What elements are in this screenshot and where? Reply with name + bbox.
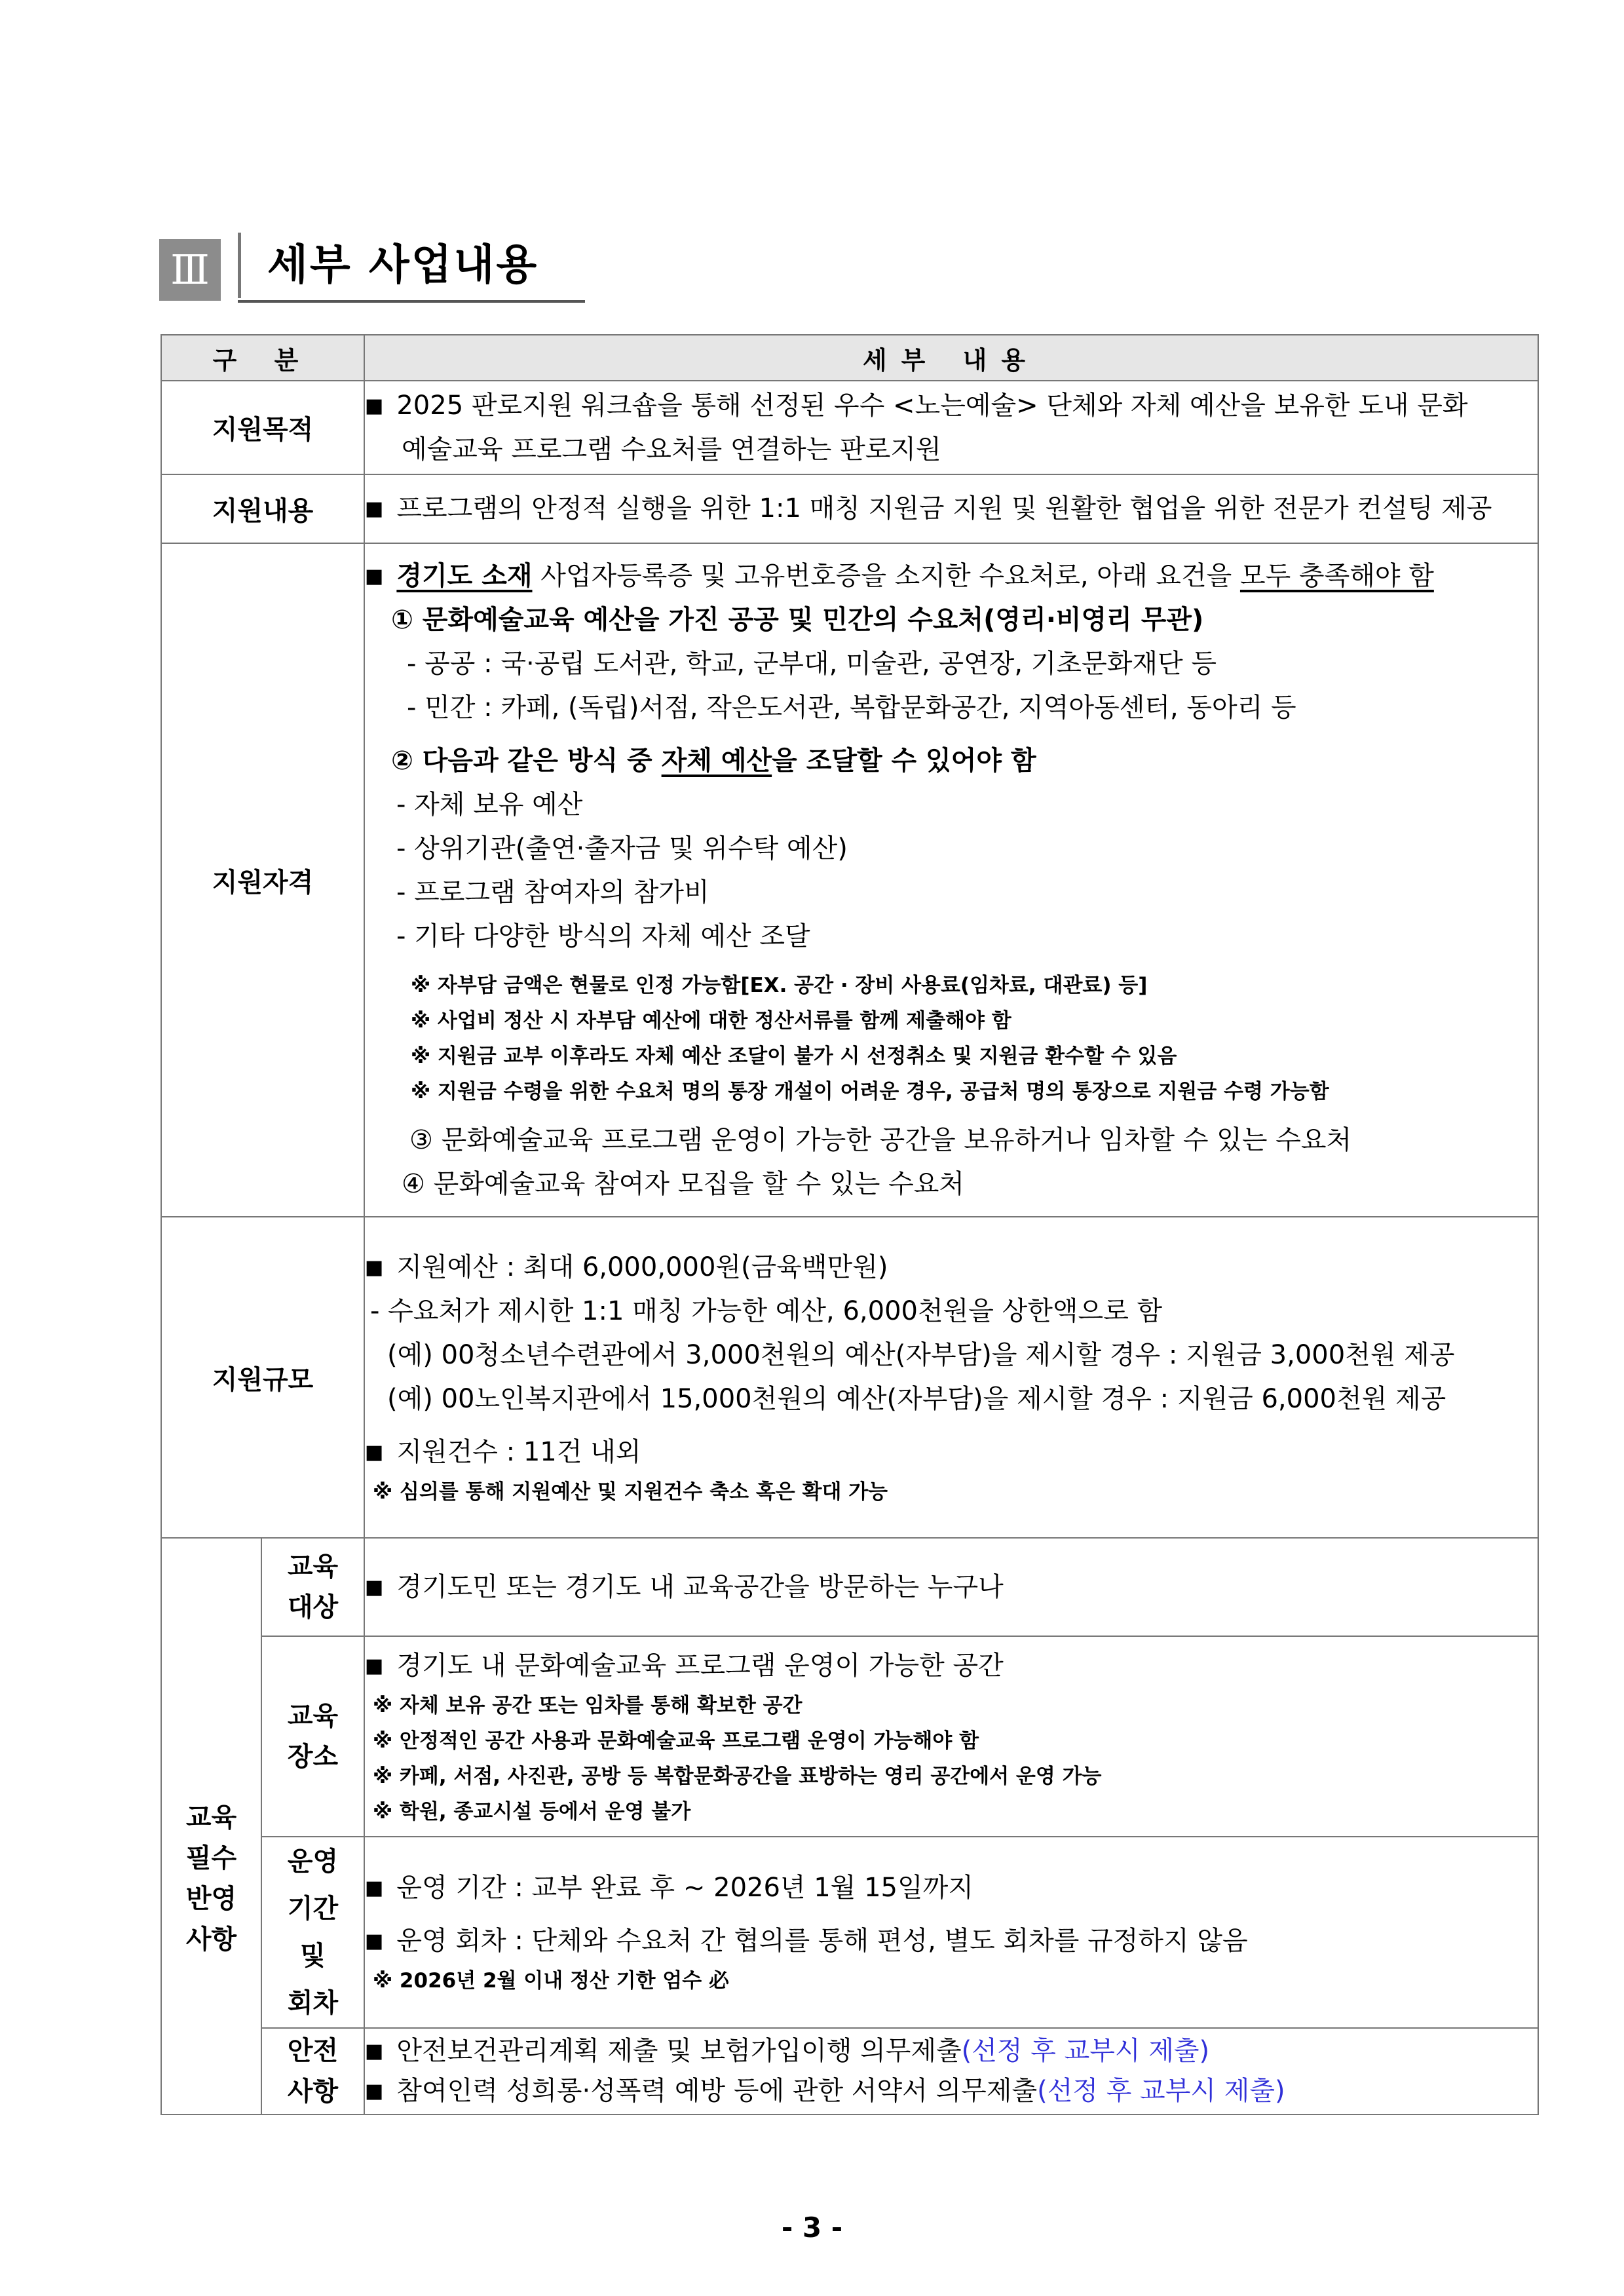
eligibility-lead-underlined: 모두 충족해야 함 xyxy=(1239,560,1434,591)
section-heading xyxy=(159,233,585,303)
safety-item-2: 참여인력 성희롱·성폭력 예방 등에 관한 서약서 의무제출 xyxy=(396,2076,1038,2106)
details-table xyxy=(161,334,1539,2115)
edu-safety-cell xyxy=(364,2028,1538,2114)
list-item: - 상위기관(출연·출자금 및 위수탁 예산) xyxy=(396,833,848,864)
edu-target-cell xyxy=(364,1538,1538,1636)
scale-budget-sub: - 수요처가 제시한 1:1 매칭 가능한 예산, 6,000천원을 상한액으로 함 xyxy=(370,1295,1163,1326)
safety-item-1-note: (선정 후 교부시 제출) xyxy=(961,2036,1210,2066)
square-bullet-icon: ■ xyxy=(365,1877,384,1900)
list-item: - 기타 다양한 방식의 자체 예산 조달 xyxy=(396,921,810,951)
criterion-1-public: - 공공 : 국·공립 도서관, 학교, 군부대, 미술관, 공연장, 기초문화재단 등 xyxy=(407,648,1217,679)
scale-cell xyxy=(364,1217,1538,1538)
criterion-1-private: - 민간 : 카페, (독립)서점, 작은도서관, 복합문화공간, 지역아동센터, 동아리 등 xyxy=(407,692,1296,723)
purpose-line-2: 예술교육 프로그램 수요처를 연결하는 판로지원 xyxy=(402,434,941,465)
content-cell xyxy=(364,474,1538,543)
row-label-edu-required: 교육 필수 반영 사항 xyxy=(161,1538,261,2114)
content-text: 프로그램의 안정적 실행을 위한 1:1 매칭 지원금 지원 및 원활한 협업을 위한 전문가 컨설팅 제공 xyxy=(396,493,1492,524)
criterion-3: ③ 문화예술교육 프로그램 운영이 가능한 공간을 보유하거나 임차할 수 있는 수요처 xyxy=(409,1124,1352,1155)
edu-sessions-text: 운영 회차 : 단체와 수요처 간 협의를 통해 편성, 별도 회차를 규정하지 않음 xyxy=(396,1926,1248,1956)
section-title-underline xyxy=(238,300,585,303)
square-bullet-icon: ■ xyxy=(365,1575,384,1599)
row-label-content: 지원내용 xyxy=(161,474,364,543)
square-bullet-icon: ■ xyxy=(365,2040,384,2063)
scale-count: 지원건수 : 11건 내외 xyxy=(396,1436,641,1467)
table-row xyxy=(161,1217,1538,1538)
eligibility-lead-bold: 경기도 소재 xyxy=(396,560,533,591)
scale-note: ※ 심의를 통해 지원예산 및 지원건수 축소 혹은 확대 가능 xyxy=(373,1480,888,1504)
table-row xyxy=(161,1837,1538,2028)
table-row xyxy=(161,543,1538,1217)
sublabel-edu-target: 교육 대상 xyxy=(261,1538,364,1636)
eligibility-note: ※ 자부담 금액은 현물로 인정 가능함[EX. 공간 · 장비 사용료(임차료, 대관료) 등] xyxy=(411,973,1148,997)
scale-budget: 지원예산 : 최대 6,000,000원(금육백만원) xyxy=(396,1252,888,1282)
square-bullet-icon: ■ xyxy=(365,394,384,417)
square-bullet-icon: ■ xyxy=(365,1255,384,1279)
list-item: - 프로그램 참여자의 참가비 xyxy=(396,877,709,908)
edu-place-note: ※ 안정적인 공간 사용과 문화예술교육 프로그램 운영이 가능해야 함 xyxy=(373,1729,979,1753)
table-header-row xyxy=(161,335,1538,381)
section-title: 세부 사업내용 xyxy=(238,233,538,298)
edu-place-note: ※ 학원, 종교시설 등에서 운영 불가 xyxy=(373,1799,691,1824)
list-item: - 자체 보유 예산 xyxy=(396,789,583,820)
scale-example-2: (예) 00노인복지관에서 15,000천원의 예산(자부담)을 제시할 경우 : 지원금 6,000천원 제공 xyxy=(387,1383,1446,1414)
header-category: 구 분 xyxy=(161,335,364,381)
edu-place-text: 경기도 내 문화예술교육 프로그램 운영이 가능한 공간 xyxy=(396,1650,1004,1681)
eligibility-lead-text: 사업자등록증 및 고유번호증을 소지한 수요처로, 아래 요건을 xyxy=(532,560,1240,591)
table-row xyxy=(161,1538,1538,1636)
edu-period-note: ※ 2026년 2월 이내 정산 기한 엄수 必 xyxy=(373,1969,729,1993)
safety-item-1: 안전보건관리계획 제출 및 보험가입이행 의무제출 xyxy=(396,2036,962,2066)
sublabel-edu-place: 교육 장소 xyxy=(261,1636,364,1837)
edu-place-note: ※ 자체 보유 공간 또는 임차를 통해 확보한 공간 xyxy=(373,1693,803,1717)
eligibility-note: ※ 지원금 수령을 위한 수요처 명의 통장 개설이 어려운 경우, 공급처 명의 통장으로 지원금 수령 가능함 xyxy=(411,1079,1329,1103)
page-number: - 3 - xyxy=(781,2211,843,2244)
table-row xyxy=(161,1636,1538,1837)
square-bullet-icon: ■ xyxy=(365,564,384,588)
row-label-scale: 지원규모 xyxy=(161,1217,364,1538)
eligibility-cell xyxy=(364,543,1538,1217)
purpose-cell xyxy=(364,381,1538,474)
eligibility-note: ※ 사업비 정산 시 자부담 예산에 대한 정산서류를 함께 제출해야 함 xyxy=(411,1008,1011,1033)
header-details: 세부 내용 xyxy=(364,335,1538,381)
table-row xyxy=(161,381,1538,474)
purpose-line-1: 2025 판로지원 워크숍을 통해 선정된 우수 <노는예술> 단체와 자체 예산을 보유한 도내 문화 xyxy=(396,390,1468,421)
criterion-1: ① 문화예술교육 예산을 가진 공공 및 민간의 수요처(영리·비영리 무관) xyxy=(391,604,1204,635)
criterion-4: ④ 문화예술교육 참여자 모집을 할 수 있는 수요처 xyxy=(402,1168,965,1199)
table-row xyxy=(161,474,1538,543)
square-bullet-icon: ■ xyxy=(365,497,384,520)
scale-example-1: (예) 00청소년수련관에서 3,000천원의 예산(자부담)을 제시할 경우 : 지원금 3,000천원 제공 xyxy=(387,1339,1455,1370)
edu-place-cell xyxy=(364,1636,1538,1837)
square-bullet-icon: ■ xyxy=(365,2080,384,2103)
edu-period-text: 운영 기간 : 교부 완료 후 ~ 2026년 1월 15일까지 xyxy=(396,1873,973,1903)
square-bullet-icon: ■ xyxy=(365,1930,384,1953)
square-bullet-icon: ■ xyxy=(365,1654,384,1677)
sublabel-edu-period: 운영 기간 및 회차 xyxy=(261,1837,364,2028)
edu-target-text: 경기도민 또는 경기도 내 교육공간을 방문하는 누구나 xyxy=(396,1571,1004,1602)
square-bullet-icon: ■ xyxy=(365,1440,384,1464)
row-label-purpose: 지원목적 xyxy=(161,381,364,474)
edu-period-cell xyxy=(364,1837,1538,2028)
section-number-box: Ⅲ xyxy=(159,239,221,301)
criterion-2: ② 다음과 같은 방식 중 자체 예산을 조달할 수 있어야 함 xyxy=(391,745,1036,776)
edu-place-note: ※ 카페, 서점, 사진관, 공방 등 복합문화공간을 표방하는 영리 공간에서 운영 가능 xyxy=(373,1764,1102,1788)
row-label-eligibility: 지원자격 xyxy=(161,543,364,1217)
table-row xyxy=(161,2028,1538,2114)
eligibility-note: ※ 지원금 교부 이후라도 자체 예산 조달이 불가 시 선정취소 및 지원금 환수할 수 있음 xyxy=(411,1044,1177,1068)
safety-item-2-note: (선정 후 교부시 제출) xyxy=(1037,2076,1285,2106)
sublabel-edu-safety: 안전 사항 xyxy=(261,2028,364,2114)
